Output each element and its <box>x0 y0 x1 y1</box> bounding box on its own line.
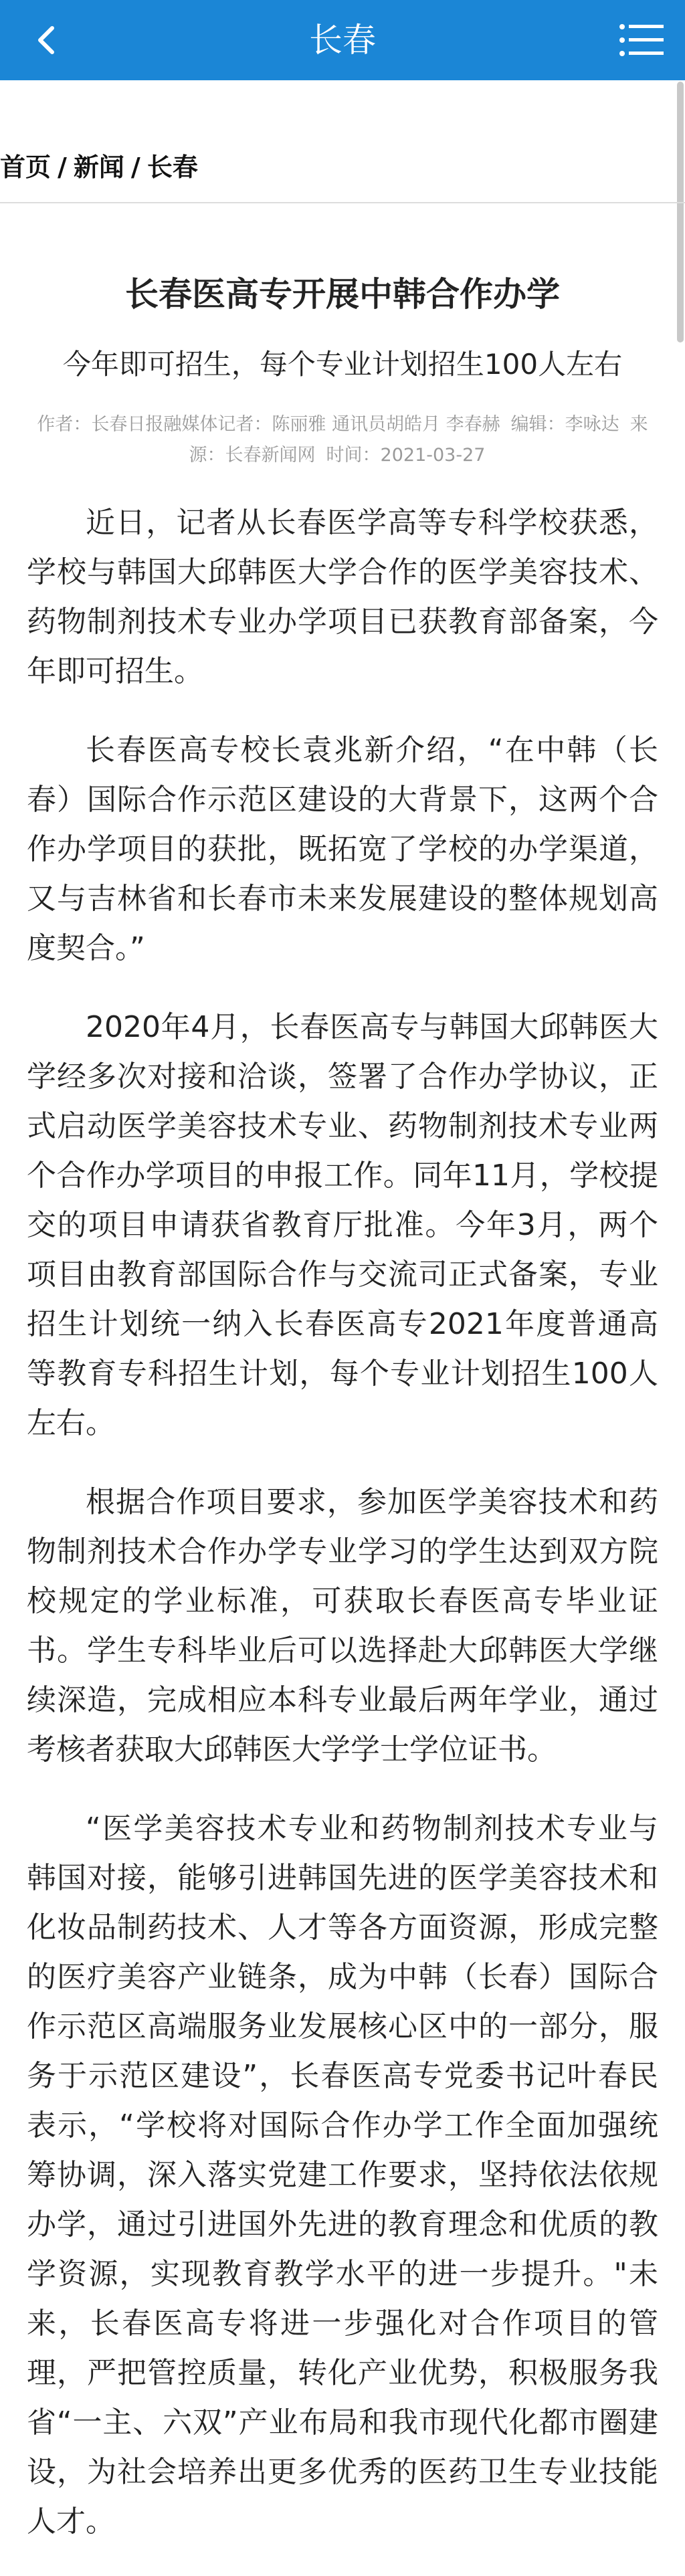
top-bar <box>0 0 685 80</box>
article-paragraph: 长春医高专校长袁兆新介绍，“在中韩（长春）国际合作示范区建设的大背景下，这两个合作办学项目的获批，既拓宽了学校的办学渠道，又与吉林省和长春市未来发展建设的整体规划高度契合。” <box>27 733 658 965</box>
article-body <box>27 498 658 2576</box>
page-title: 长春 <box>309 21 376 60</box>
article-title: 长春医高专开展中韩合作办学 <box>125 275 560 314</box>
meta-editor: 编辑：李咏达 <box>510 414 619 435</box>
list-menu-icon <box>618 22 665 58</box>
breadcrumb-separator: / <box>130 153 140 182</box>
meta-time: 时间：2021-03-27 <box>326 445 486 466</box>
article-meta <box>20 409 665 471</box>
article-subtitle: 今年即可招生，每个专业计划招生100人左右 <box>62 348 623 381</box>
article-paragraph: “医学美容技术专业和药物制剂技术专业与韩国对接，能够引进韩国先进的医学美容技术和化妆品制药技术、人才等各方面资源，形成完整的医疗美容产业链条，成为中韩（长春）国际合作示范区高端服务业发展核心区中的一部分，服务于示范区建设”，长春医高专党委书记叶春民表示，“学校将对国际合作办学工作全面加强统筹协调，深入落实党建工作要求，坚持依法依规办学，通过引进国外先进的教育理念和优质的教学资源，实现教育教学水平的进一步提升。"未来，长春医高专将进一步强化对合作项目的管理，严把管控质量，转化产业优势，积极服务我省“一主、六双”产业布局和我市现代化都市圈建设，为社会培养出更多优秀的医药卫生专业技能人才。 <box>27 1811 658 2539</box>
meta-source: 来源：长春新闻网 <box>189 414 648 466</box>
chevron-left-icon <box>27 20 67 60</box>
breadcrumb-home[interactable]: 首页 <box>0 153 52 182</box>
back-button[interactable] <box>27 20 67 60</box>
divider <box>0 202 685 203</box>
menu-button[interactable] <box>618 22 665 58</box>
article-paragraph: 根据合作项目要求，参加医学美容技术和药物制剂技术合作办学专业学习的学生达到双方院校规定的学业标准，可获取长春医高专毕业证书。学生专科毕业后可以选择赴大邱韩医大学继续深造，完成相应本科专业最后两年学业，通过考核者获取大邱韩医大学学士学位证书。 <box>27 1485 658 1767</box>
meta-author: 作者：长春日报融媒体记者：陈丽雅 通讯员胡皓月 李春赫 <box>37 414 500 435</box>
breadcrumb-changchun[interactable]: 长春 <box>146 153 198 182</box>
article-paragraph: 近日，记者从长春医学高等专科学校获悉，学校与韩国大邱韩医大学合作的医学美容技术、药物制剂技术专业办学项目已获教育部备案，今年即可招生。 <box>27 506 658 688</box>
breadcrumb <box>0 140 198 194</box>
breadcrumb-separator: / <box>58 153 67 182</box>
article-paragraph: 2020年4月，长春医高专与韩国大邱韩医大学经多次对接和洽谈，签署了合作办学协议，正式启动医学美容技术专业、药物制剂技术专业两个合作办学项目的申报工作。同年11月，学校提交的项目申请获省教育厅批准。今年3月，两个项目由教育部国际合作与交流司正式备案，专业招生计划统一纳入长春医高专2021年度普通高等教育专科招生计划，每个专业计划招生100人左右。 <box>27 1010 658 1440</box>
breadcrumb-news[interactable]: 新闻 <box>73 153 124 182</box>
